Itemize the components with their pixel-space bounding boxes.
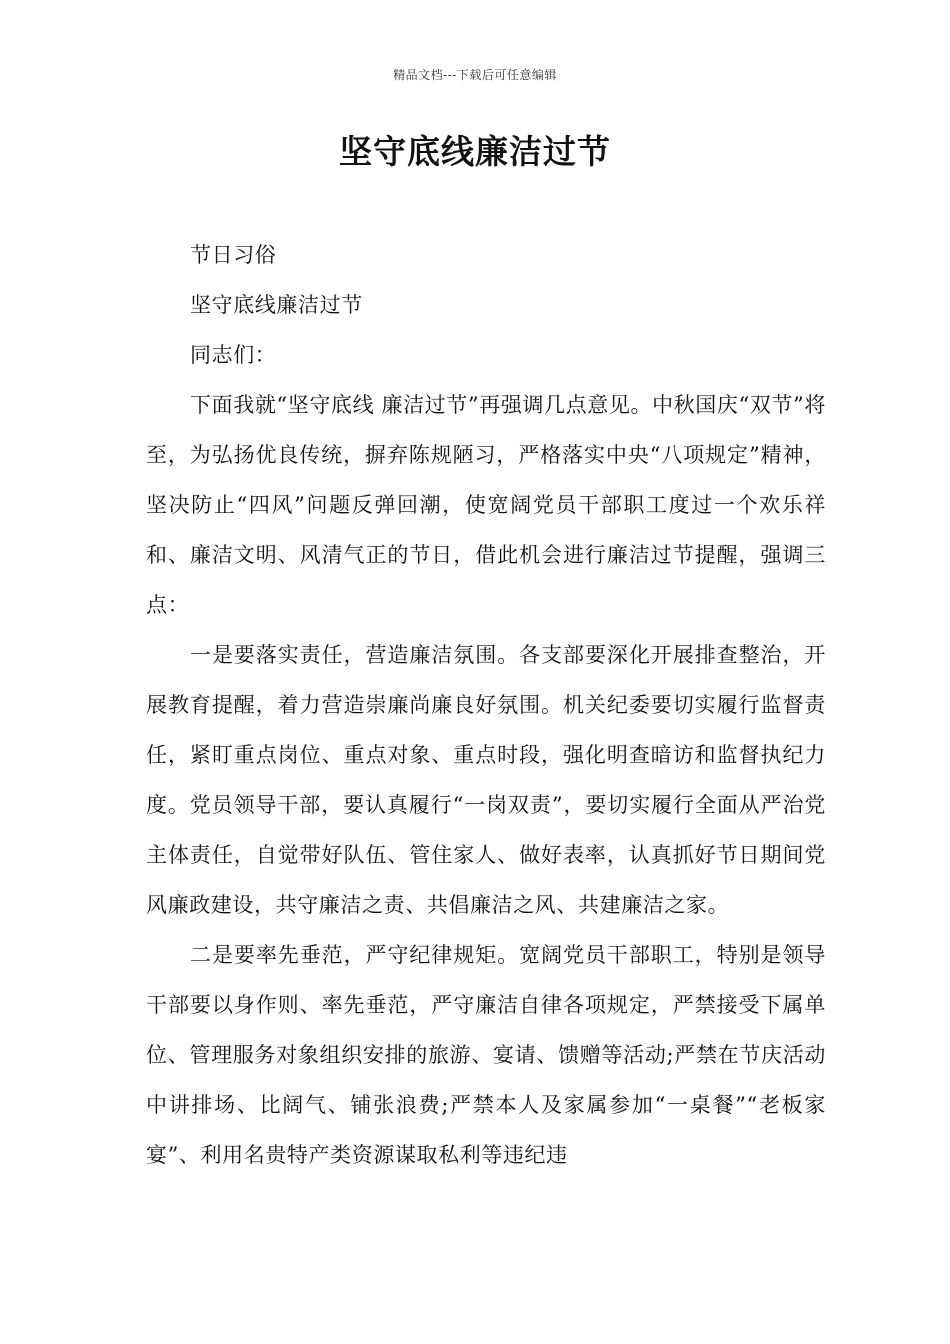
page-header-note: 精品文档---下载后可任意编辑 xyxy=(393,68,557,82)
paragraph: 二是要率先垂范，严守纪律规矩。宽阔党员干部职工，特别是领导干部要以身作则、率先垂范，严守廉洁自律各项规定，严禁接受下属单位、管理服务对象组织安排的旅游、宴请、馈赠等活动;严禁在节庆活动中讲排场、比阔气、铺张浪费;严禁本人及家属参加“一桌餐”“老板家宴”、利用名贵特产类资源谋取私利等违纪违 xyxy=(146,943,826,1167)
document-title: 坚守底线廉洁过节 xyxy=(339,132,611,171)
paragraph: 一是要落实责任，营造廉洁氛围。各支部要深化开展排查整治，开展教育提醒，着力营造崇廉尚廉良好氛围。机关纪委要切实履行监督责任，紧盯重点岗位、重点对象、重点时段，强化明查暗访和监督执纪力度。党员领导干部，要认真履行“一岗双责”，要切实履行全面从严治党主体责任，自觉带好队伍、管住家人、做好表率，认真抓好节日期间党风廉政建设，共守廉洁之责、共倡廉洁之风、共建廉洁之家。 xyxy=(146,643,826,917)
paragraph: 下面我就“坚守底线 廉洁过节”再强调几点意见。中秋国庆“双节”将至，为弘扬优良传统，摒弃陈规陋习，严格落实中央“八项规定”精神，坚决防止“四风”问题反弹回潮，使宽阔党员干部职工度过一个欢乐祥和、廉洁文明、风清气正的节日，借此机会进行廉洁过节提醒，强调三点： xyxy=(146,393,826,617)
document-body xyxy=(146,230,826,1180)
paragraph: 节日习俗 xyxy=(190,243,277,267)
paragraph: 同志们： xyxy=(190,343,277,367)
paragraph: 坚守底线廉洁过节 xyxy=(190,293,363,317)
